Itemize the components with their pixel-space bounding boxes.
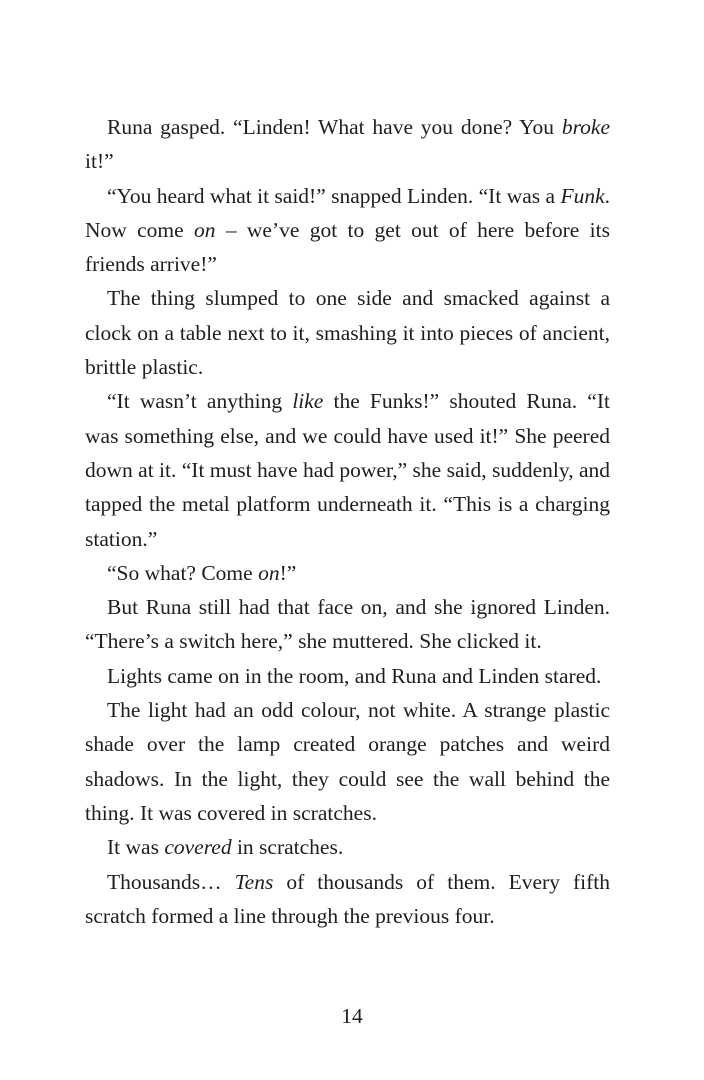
paragraph-text: The light had an odd colour, not white. A strange plastic shade over the lamp created orange patches and weird shadows. In the light, they could see the wall behind the thing. It was covered in scratches. xyxy=(85,698,610,825)
paragraph-text: – we’ve got to get out of here before its friends arrive!” xyxy=(85,217,610,277)
paragraph xyxy=(85,281,610,384)
emphasis-text: on xyxy=(258,560,280,585)
emphasis-text: covered xyxy=(164,835,232,860)
paragraph-text: Lights came on in the room, and Runa and Linden stared. xyxy=(107,663,602,688)
paragraph xyxy=(85,110,610,179)
paragraph-text: Runa gasped. “Linden! What have you done? You xyxy=(107,115,562,139)
paragraph-text: !” xyxy=(279,560,297,585)
paragraph xyxy=(85,830,610,864)
emphasis-text: on xyxy=(194,217,216,242)
paragraph xyxy=(85,179,610,282)
paragraph-text: . Now come xyxy=(85,183,610,242)
emphasis-text: like xyxy=(292,389,324,414)
page-number: 14 xyxy=(341,1004,363,1028)
paragraph-text: The thing slumped to one side and smacked against a clock on a table next to it, smashing it into pieces of ancient, brittle plastic. xyxy=(85,286,610,380)
paragraph-text: of thousands of them. Every fifth scratch formed a line through the previous four. xyxy=(85,869,610,928)
paragraph xyxy=(85,384,610,555)
paragraph-text: “It wasn’t anything xyxy=(107,389,293,414)
paragraph-text: in scratches. xyxy=(231,835,344,860)
emphasis-text: Tens xyxy=(234,869,274,894)
paragraph-text: Thousands… xyxy=(107,869,235,894)
paragraph xyxy=(85,556,610,590)
emphasis-text: broke xyxy=(561,115,610,139)
paragraph-text: But Runa still had that face on, and she ignored Linden. “There’s a switch here,” she muttered. She clicked it. xyxy=(85,595,610,654)
paragraph-text: “So what? Come xyxy=(107,560,259,585)
paragraph-text: It was xyxy=(107,835,165,860)
paragraph xyxy=(85,693,610,830)
paragraph-text: it!” xyxy=(85,149,114,174)
emphasis-text: Funk xyxy=(560,183,605,208)
paragraph-text: the Funks!” shouted Runa. “It was something else, and we could have used it!” She peered down at it. “It must have had power,” she said, suddenly, and tapped the metal platform underneath it. “This is a charging station.” xyxy=(85,389,610,551)
paragraph xyxy=(85,659,610,693)
body-text xyxy=(85,110,610,933)
paragraph-text: “You heard what it said!” snapped Linden. “It was a xyxy=(107,183,561,208)
paragraph xyxy=(85,590,610,659)
paragraph xyxy=(85,865,610,934)
